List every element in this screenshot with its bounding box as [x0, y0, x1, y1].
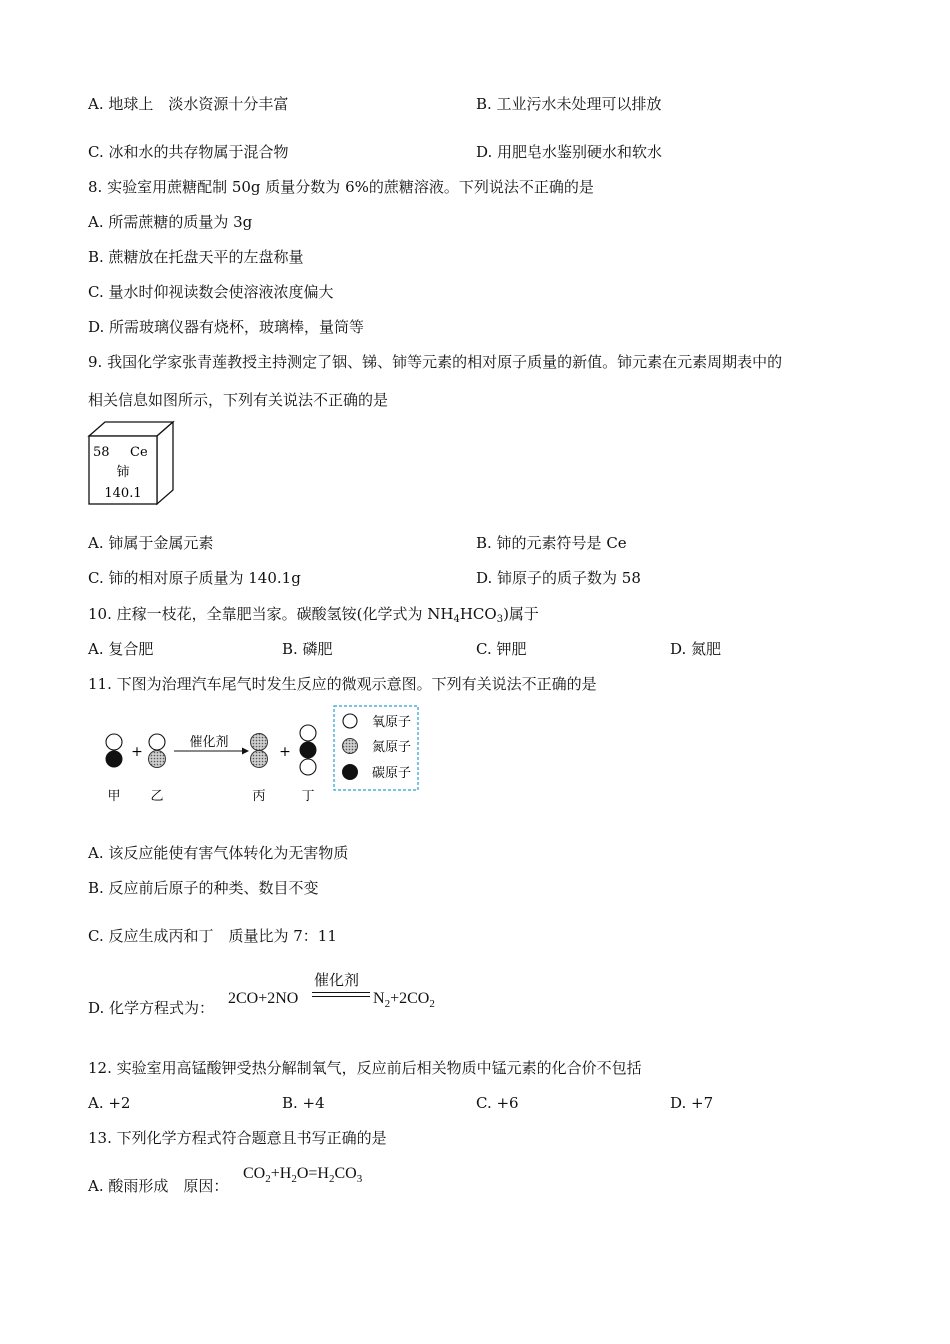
q12-option-d: D. +7	[670, 1094, 714, 1112]
q9-option-d: D. 铈原子的质子数为 58	[476, 569, 641, 587]
q12-option-a: A. +2	[88, 1094, 131, 1112]
q11-equation-left: 2CO+2NO	[228, 990, 299, 1007]
q13-equation	[243, 1164, 362, 1189]
q11-equation-catalyst: 催化剂	[314, 971, 360, 989]
molecule-bing	[251, 734, 268, 768]
q13-eq-sub1: 2	[265, 1173, 271, 1185]
q13-eq-co: CO	[243, 1165, 266, 1182]
eq-co: +2CO	[390, 990, 430, 1007]
q9-option-c: C. 铈的相对原子质量为 140.1g	[88, 569, 301, 587]
q8-stem: 8. 实验室用蔗糖配制 50g 质量分数为 6%的蔗糖溶液。下列说法不正确的是	[88, 178, 594, 196]
eq-n: N	[373, 990, 385, 1007]
label-bing: 丙	[252, 789, 266, 804]
q8-option-d: D. 所需玻璃仪器有烧杯，玻璃棒，量筒等	[88, 318, 365, 336]
q11-stem: 11. 下图为治理汽车尾气时发生反应的微观示意图。下列有关说法不正确的是	[88, 675, 597, 693]
q13-eq-co2: CO	[334, 1165, 357, 1182]
q9-stem-line2: 相关信息如图所示，下列有关说法不正确的是	[88, 391, 389, 409]
molecule-ding	[300, 725, 317, 775]
q7-option-b: B. 工业污水未处理可以排放	[476, 95, 662, 113]
plus-sign-2: +	[279, 744, 291, 760]
q11-option-b: B. 反应前后原子的种类、数目不变	[88, 879, 319, 897]
q11-equation-right	[373, 989, 435, 1014]
q13-eq-sub2: 2	[291, 1173, 297, 1185]
catalyst-label: 催化剂	[189, 735, 229, 750]
q10-sub-3: 3	[496, 614, 504, 625]
q10-stem-mid: HCO	[459, 605, 497, 623]
element-atomic-mass: 140.1	[104, 486, 142, 501]
eq-co-sub: 2	[429, 998, 435, 1010]
legend-carbon-atom	[342, 764, 358, 780]
q8-option-b: B. 蔗糖放在托盘天平的左盘称量	[88, 248, 304, 266]
element-name: 铈	[116, 465, 130, 480]
legend-nitrogen-atom	[343, 739, 358, 754]
label-yi: 乙	[150, 789, 164, 804]
molecule-yi	[149, 734, 166, 768]
molecule-jia	[106, 734, 123, 768]
equation-double-line-bottom	[312, 996, 370, 997]
q9-stem-line1: 9. 我国化学家张青莲教授主持测定了铟、锑、铈等元素的相对原子质量的新值。铈元素在元素周期表中的	[88, 353, 783, 371]
legend-oxygen-atom	[343, 714, 357, 728]
q13-stem: 13. 下列化学方程式符合题意且书写正确的是	[88, 1129, 387, 1147]
q10-stem	[88, 604, 539, 630]
eq-n-sub: 2	[384, 998, 391, 1010]
q10-option-d: D. 氮肥	[670, 640, 722, 658]
q13-eq-sub4: 3	[356, 1173, 363, 1185]
reaction-diagram	[90, 700, 430, 810]
legend-oxygen-label: 氧原子	[372, 715, 412, 730]
q9-option-b: B. 铈的元素符号是 Ce	[476, 534, 627, 552]
q11-option-c: C. 反应生成丙和丁 质量比为 7：11	[88, 927, 337, 945]
q7-option-d: D. 用肥皂水鉴别硬水和软水	[476, 143, 663, 161]
q11-option-a: A. 该反应能使有害气体转化为无害物质	[88, 844, 349, 862]
legend-carbon-label: 碳原子	[372, 766, 412, 781]
q12-stem: 12. 实验室用高锰酸钾受热分解制氧气，反应前后相关物质中锰元素的化合价不包括	[88, 1059, 642, 1077]
q7-option-a: A. 地球上 淡水资源十分丰富	[88, 95, 289, 113]
q13-option-a-prefix: A. 酸雨形成 原因：	[88, 1177, 229, 1195]
q10-stem-pre: 10. 庄稼一枝花，全靠肥当家。碳酸氢铵(化学式为 NH	[88, 605, 454, 623]
q13-eq-plus-h: +H	[270, 1165, 292, 1182]
q8-option-a: A. 所需蔗糖的质量为 3g	[88, 213, 253, 231]
q10-option-c: C. 钾肥	[476, 640, 527, 658]
q13-eq-o-eq-h: O=H	[296, 1165, 329, 1182]
plus-sign-1: +	[131, 744, 143, 760]
q12-option-c: C. +6	[476, 1094, 519, 1112]
q12-option-b: B. +4	[282, 1094, 325, 1112]
q7-option-c: C. 冰和水的共存物属于混合物	[88, 143, 289, 161]
q10-sub-4: 4	[453, 614, 460, 625]
element-tile-figure	[84, 418, 180, 510]
legend-nitrogen-label: 氮原子	[372, 740, 412, 755]
q13-eq-sub3: 2	[328, 1173, 335, 1185]
q8-option-c: C. 量水时仰视读数会使溶液浓度偏大	[88, 283, 334, 301]
element-symbol: Ce	[130, 445, 148, 460]
q10-option-b: B. 磷肥	[282, 640, 333, 658]
q10-option-a: A. 复合肥	[88, 640, 154, 658]
q10-stem-post: )属于	[503, 605, 539, 623]
element-atomic-number: 58	[93, 445, 110, 460]
label-ding: 丁	[301, 789, 315, 804]
q9-option-a: A. 铈属于金属元素	[88, 534, 214, 552]
label-jia: 甲	[107, 789, 121, 804]
q11-option-d-prefix: D. 化学方程式为：	[88, 999, 215, 1017]
equation-double-line-top	[312, 992, 370, 993]
